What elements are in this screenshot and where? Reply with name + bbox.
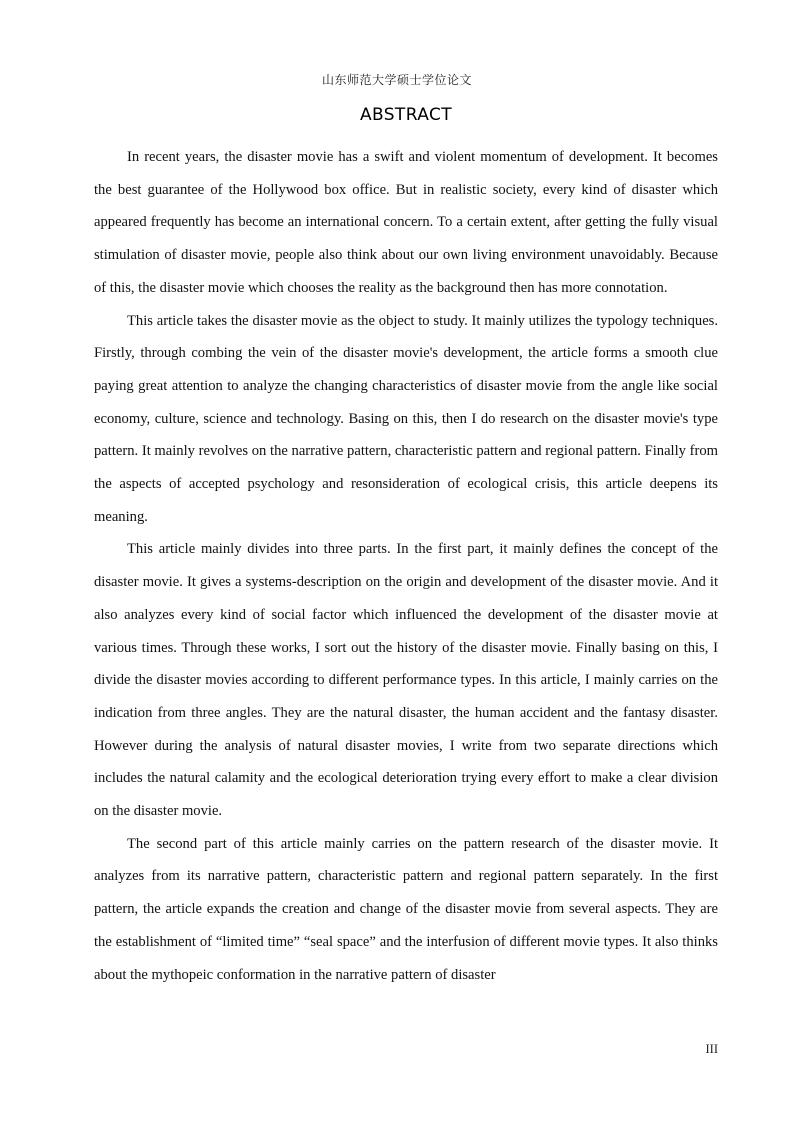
abstract-paragraph-2: This article takes the disaster movie as the object to study. It mainly utilizes the typology techniques. Firstly, through combing the vein of the disaster movie's development, the article forms a smooth clue paying great attention to analyze the changing characteristics of disaster movie from the angle like social economy, culture, science and technology. Basing on this, then I do research on the disaster movie's type pattern. It mainly revolves on the narrative pattern, characteristic pattern and regional pattern. Finally from the aspects of accepted psychology and resonsideration of ecological crisis, this article deepens its meaning. [94, 312, 718, 525]
abstract-body [94, 141, 718, 991]
abstract-paragraph-3: This article mainly divides into three parts. In the first part, it mainly defines the concept of the disaster movie. It gives a systems-description on the origin and development of the disaster movie. And it also analyzes every kind of social factor which influenced the development of the disaster movie at various times. Through these works, I sort out the history of the disaster movie. Finally basing on this, I divide the disaster movies according to different performance types. In this article, I mainly carries on the indication from three angles. They are the natural disaster, the human accident and the fantasy disaster. However during the analysis of natural disaster movies, I write from two separate directions which includes the natural calamity and the ecological deterioration trying every effort to make a clear division on the disaster movie. [94, 541, 718, 820]
abstract-heading: ABSTRACT [359, 105, 453, 125]
page-number: III [705, 1042, 718, 1056]
running-header: 山东师范大学硕士学位论文 [321, 73, 472, 87]
abstract-paragraph-4: The second part of this article mainly carries on the pattern research of the disaster movie. It analyzes from its narrative pattern, characteristic pattern and regional pattern separately. In the first pattern, the article expands the creation and change of the disaster movie from several aspects. They are the establishment of “limited time” “seal space” and the interfusion of different movie types. It also thinks about the mythopeic conformation in the narrative pattern of disaster [94, 835, 718, 983]
abstract-paragraph-1: In recent years, the disaster movie has a swift and violent momentum of development. It becomes the best guarantee of the Hollywood box office. But in realistic society, every kind of disaster which appeared frequently has become an international concern. To a certain extent, after getting the fully visual stimulation of disaster movie, people also think about our own living environment unavoidably. Because of this, the disaster movie which chooses the reality as the background then has more connotation. [94, 149, 718, 296]
